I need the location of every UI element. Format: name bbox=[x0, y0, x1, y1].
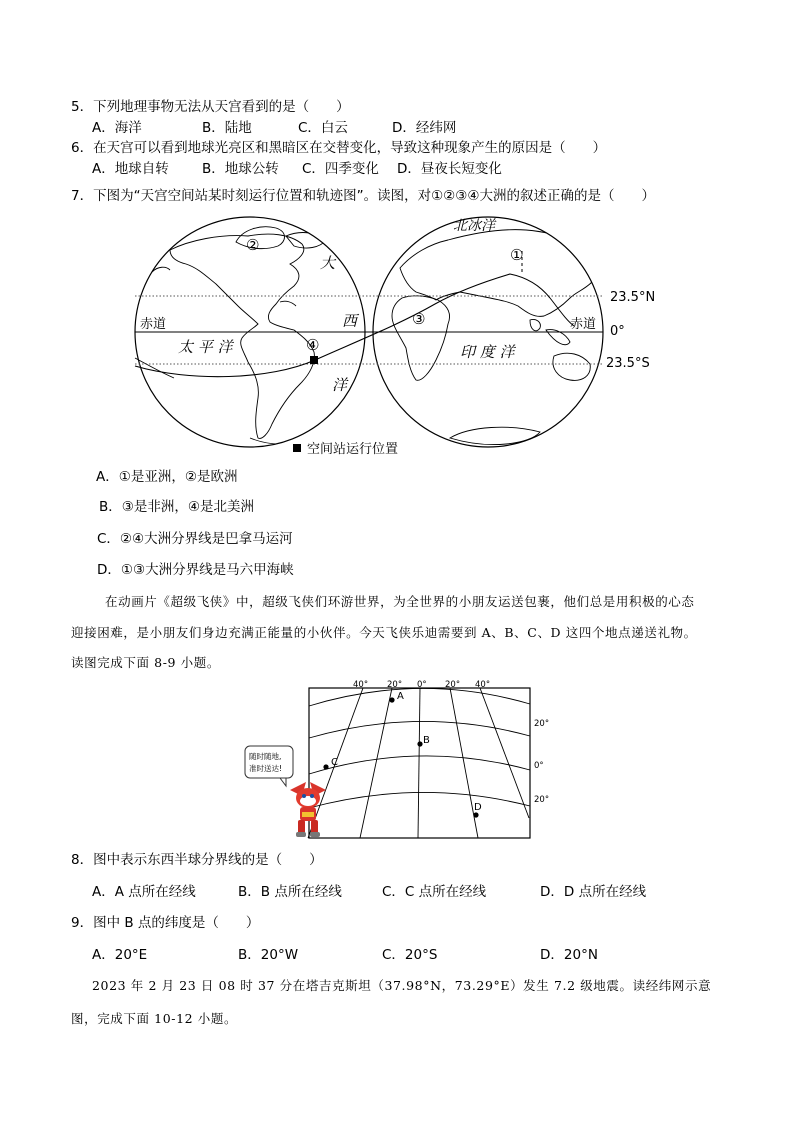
atlantic-char-3: 洋 bbox=[332, 376, 348, 394]
lon-label-0: 0° bbox=[417, 680, 427, 690]
bubble-line1: 随时随地, bbox=[249, 752, 282, 761]
lon-label-20e: 20° bbox=[445, 680, 461, 690]
pacific-label: 太 平 洋 bbox=[178, 338, 233, 356]
point-a bbox=[389, 697, 394, 702]
lat-23s-label: 23.5°S bbox=[606, 356, 650, 371]
bubble-line2: 准时送达! bbox=[249, 764, 283, 773]
atlantic-char-2: 西 bbox=[342, 312, 358, 330]
point-d-label: D bbox=[474, 802, 482, 813]
continent-4-label: ④ bbox=[306, 336, 320, 354]
equator-left-label: 赤道 bbox=[140, 317, 167, 332]
lat-label-20n: 20° bbox=[534, 719, 550, 729]
lat-0-label: 0° bbox=[610, 324, 625, 339]
speech-bubble bbox=[245, 746, 293, 778]
equator-right-label: 赤道 bbox=[570, 317, 597, 332]
q6-option-b[interactable]: B．地球公转 bbox=[202, 161, 279, 177]
atlantic-char-1: 大 bbox=[320, 254, 336, 272]
q9-option-c[interactable]: C．20°S bbox=[382, 947, 438, 963]
q5-stem: 5．下列地理事物无法从天宫看到的是（ ） bbox=[71, 99, 350, 115]
lat-lon-grid-map bbox=[240, 678, 560, 844]
point-b bbox=[417, 741, 422, 746]
q6-option-a[interactable]: A．地球自转 bbox=[92, 161, 169, 177]
q5-option-a[interactable]: A．海洋 bbox=[92, 120, 142, 136]
q7-option-a[interactable]: A．①是亚洲，②是欧洲 bbox=[96, 469, 238, 485]
q6-option-d[interactable]: D．昼夜长短变化 bbox=[397, 161, 502, 177]
continent-3-label: ③ bbox=[412, 310, 426, 328]
lat-label-20s: 20° bbox=[534, 795, 550, 805]
continent-2-label: ② bbox=[246, 236, 260, 254]
point-a-label: A bbox=[397, 691, 404, 702]
q5-option-c[interactable]: C．白云 bbox=[298, 120, 348, 136]
lat-label-0: 0° bbox=[534, 761, 544, 771]
q9-stem: 9．图中 B 点的纬度是（ ） bbox=[71, 915, 260, 931]
lon-label-40w: 40° bbox=[353, 680, 369, 690]
q8-option-d[interactable]: D．D 点所在经线 bbox=[540, 884, 647, 900]
point-b-label: B bbox=[423, 735, 430, 746]
indian-ocean-label: 印 度 洋 bbox=[460, 343, 515, 361]
q9-option-a[interactable]: A．20°E bbox=[92, 947, 148, 963]
q9-option-b[interactable]: B．20°W bbox=[238, 947, 299, 963]
q5-option-b[interactable]: B．陆地 bbox=[202, 120, 252, 136]
q6-option-c[interactable]: C．四季变化 bbox=[302, 161, 379, 177]
legend-square-icon bbox=[293, 444, 301, 452]
q8-stem: 8．图中表示东西半球分界线的是（ ） bbox=[71, 852, 323, 868]
point-c bbox=[323, 764, 328, 769]
world-hemispheres-map bbox=[130, 212, 670, 462]
passage2-line1: 2023 年 2 月 23 日 08 时 37 分在塔吉克斯坦（37.98°N，73.29°E）发生 7.2 级地震。读经纬网示意 bbox=[92, 978, 712, 993]
q7-stem: 7．下图为“天宫空间站某时刻运行位置和轨迹图”。读图，对①②③④大洲的叙述正确的是（ ） bbox=[71, 188, 655, 204]
q7-option-c[interactable]: C．②④大洲分界线是巴拿马运河 bbox=[97, 531, 293, 547]
lat-23n-label: 23.5°N bbox=[610, 290, 656, 305]
passage1-line3: 读图完成下面 8-9 小题。 bbox=[71, 655, 220, 670]
arctic-ocean-label: 北冰洋 bbox=[453, 218, 495, 234]
lon-label-40e: 40° bbox=[475, 680, 491, 690]
point-d bbox=[473, 812, 478, 817]
q8-option-c[interactable]: C．C 点所在经线 bbox=[382, 884, 487, 900]
q9-option-d[interactable]: D．20°N bbox=[540, 947, 598, 963]
q8-option-a[interactable]: A．A 点所在经线 bbox=[92, 884, 196, 900]
q8-option-b[interactable]: B．B 点所在经线 bbox=[238, 884, 342, 900]
q6-stem: 6．在天宫可以看到地球光亮区和黑暗区在交替变化，导致这种现象产生的原因是（ ） bbox=[71, 140, 607, 156]
passage1-line2: 迎接困难，是小朋友们身边充满正能量的小伙伴。今天飞侠乐迪需要到 A、B、C、D 这四个地点递送礼物。 bbox=[71, 625, 697, 640]
passage2-line2: 图，完成下面 10-12 小题。 bbox=[71, 1011, 238, 1026]
q7-option-d[interactable]: D．①③大洲分界线是马六甲海峡 bbox=[97, 562, 294, 578]
q5-option-d[interactable]: D．经纬网 bbox=[392, 120, 457, 136]
space-station-marker bbox=[310, 356, 318, 364]
continent-1-label: ① bbox=[510, 246, 524, 264]
passage1-line1: 在动画片《超级飞侠》中，超级飞侠们环游世界，为全世界的小朋友运送包裹，他们总是用积极的心态 bbox=[105, 594, 695, 609]
q7-option-b[interactable]: B．③是非洲，④是北美洲 bbox=[99, 499, 254, 515]
legend-label: 空间站运行位置 bbox=[307, 442, 399, 457]
lon-label-20w: 20° bbox=[387, 680, 403, 690]
point-c-label: C bbox=[331, 757, 338, 768]
